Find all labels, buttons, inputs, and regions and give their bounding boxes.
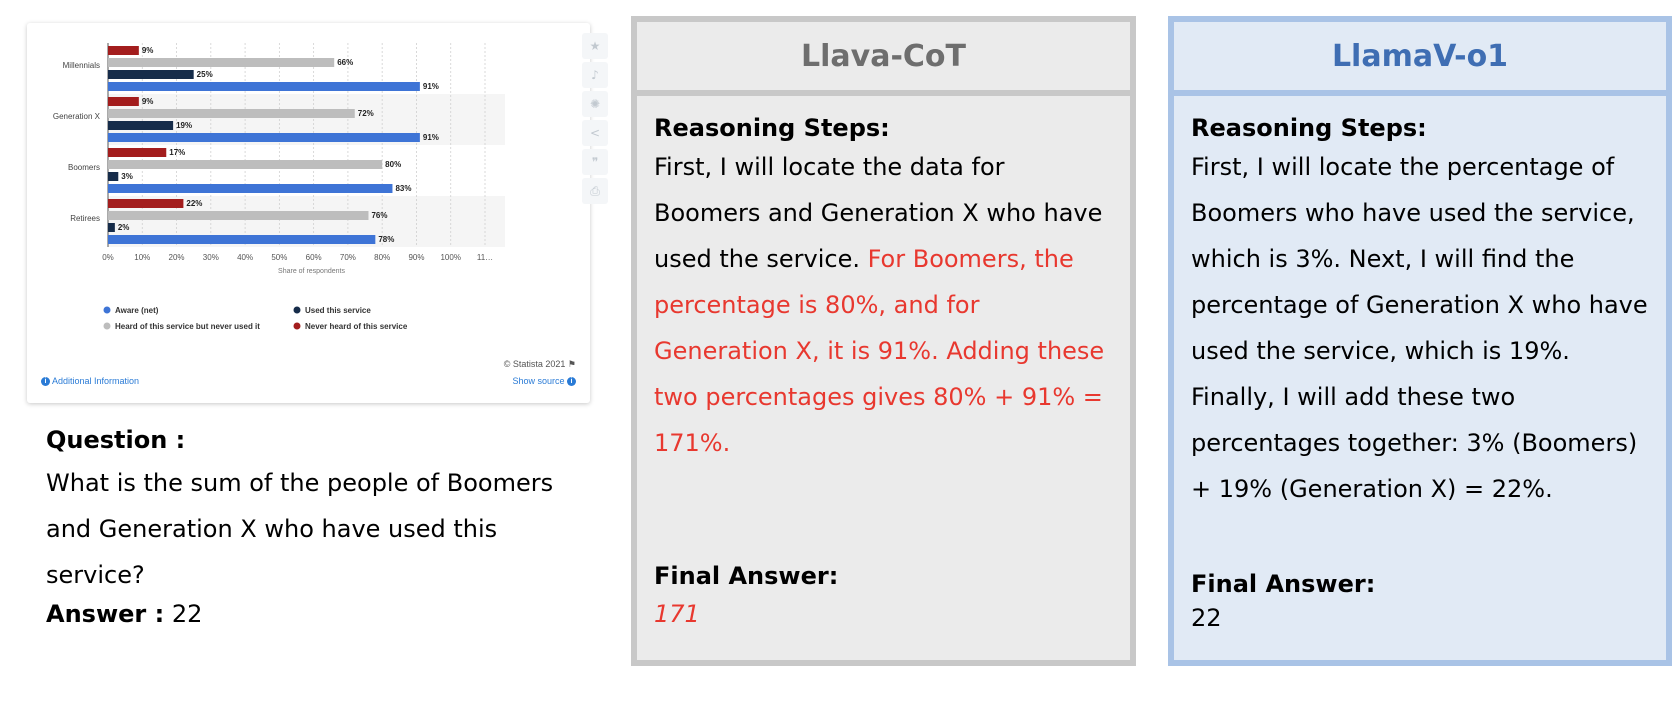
reasoning-steps-title: Reasoning Steps: bbox=[1191, 114, 1427, 142]
data-label: 3% bbox=[121, 172, 133, 181]
data-label: 25% bbox=[196, 70, 213, 79]
bar bbox=[108, 46, 139, 55]
legend-label: Aware (net) bbox=[115, 306, 159, 315]
bell-icon[interactable]: ♪ bbox=[582, 62, 608, 88]
share-icon[interactable]: < bbox=[582, 120, 608, 146]
show-source-link[interactable]: Show source i bbox=[512, 376, 576, 386]
reasoning-steps-text: First, I will locate the percentage of Boomers who have used the service, which is 3%. Next, I will find the percentage of Generation X who have used the service, which is 19%. Finally, I will add these two percentages together: 3% (Boomers) + 19% (Generation X) = 22%. bbox=[1191, 153, 1648, 503]
legend-marker bbox=[294, 323, 301, 330]
data-label: 66% bbox=[337, 58, 354, 67]
x-tick-label: 60% bbox=[305, 253, 322, 262]
x-tick-label: 20% bbox=[168, 253, 185, 262]
x-tick-label: 10% bbox=[134, 253, 151, 262]
chart-card bbox=[27, 23, 601, 403]
question-text: What is the sum of the people of Boomers and Generation X who have used this service? bbox=[46, 469, 554, 589]
data-label: 9% bbox=[141, 46, 154, 55]
data-label: 22% bbox=[186, 199, 203, 208]
x-tick-label: 50% bbox=[271, 253, 288, 262]
additional-info-link[interactable]: i Additional Information bbox=[41, 376, 139, 386]
bar bbox=[108, 160, 382, 169]
final-answer-title: Final Answer: bbox=[1191, 570, 1376, 598]
bar bbox=[108, 184, 392, 193]
category-label: Boomers bbox=[67, 163, 100, 172]
category-label: Millennials bbox=[62, 61, 100, 70]
data-label: 91% bbox=[422, 82, 439, 91]
x-tick-label: 90% bbox=[408, 253, 425, 262]
chart-toolbar bbox=[582, 33, 612, 207]
copyright-text: © Statista 2021 ⚑ bbox=[503, 359, 576, 369]
bar bbox=[108, 199, 183, 208]
panel-body bbox=[637, 96, 1130, 660]
answer-value: 22 bbox=[171, 600, 203, 628]
legend-label: Heard of this service but never used it bbox=[115, 322, 260, 331]
bar bbox=[108, 82, 420, 91]
data-label: 91% bbox=[422, 133, 439, 142]
steps-correct-part: First, I will locate the data for Boomers and Generation X who have used the service. bbox=[654, 153, 1103, 273]
x-tick-label: 11… bbox=[476, 253, 494, 262]
bar bbox=[108, 223, 115, 232]
bar bbox=[108, 133, 420, 142]
star-icon[interactable]: ★ bbox=[582, 33, 608, 59]
steps-wrong-part: For Boomers, the percentage is 80%, and for Generation X, it is 91%. Adding these two percentages gives 80% + 91% = 171%. bbox=[654, 245, 1105, 457]
final-answer-value: 171 bbox=[654, 600, 700, 628]
panel-title: Llava-CoT bbox=[637, 22, 1130, 90]
info-icon: i bbox=[567, 377, 576, 386]
bar bbox=[108, 172, 118, 181]
final-answer-value: 22 bbox=[1191, 604, 1222, 632]
x-tick-label: 40% bbox=[237, 253, 254, 262]
gear-icon[interactable]: ✺ bbox=[582, 91, 608, 117]
data-label: 72% bbox=[357, 109, 374, 118]
llava-cot-panel bbox=[631, 16, 1136, 666]
data-label: 17% bbox=[169, 148, 186, 157]
legend-label: Never heard of this service bbox=[305, 322, 408, 331]
bar bbox=[108, 58, 334, 67]
category-label: Generation X bbox=[52, 112, 100, 121]
x-axis-label: Share of respondents bbox=[278, 268, 345, 275]
bar-chart bbox=[27, 23, 590, 403]
legend-label: Used this service bbox=[305, 306, 371, 315]
data-label: 80% bbox=[385, 160, 402, 169]
question-title: Question : bbox=[46, 426, 186, 454]
bar bbox=[108, 97, 139, 106]
data-label: 78% bbox=[378, 235, 395, 244]
question-answer bbox=[46, 600, 586, 628]
reasoning-steps-title: Reasoning Steps: bbox=[654, 114, 890, 142]
x-tick-label: 30% bbox=[202, 253, 219, 262]
x-tick-label: 0% bbox=[102, 253, 114, 262]
legend-marker bbox=[104, 307, 111, 314]
quote-icon[interactable]: ❞ bbox=[582, 149, 608, 175]
final-answer-title: Final Answer: bbox=[654, 562, 839, 590]
bar bbox=[108, 109, 355, 118]
x-tick-label: 70% bbox=[339, 253, 356, 262]
legend-marker bbox=[294, 307, 301, 314]
x-tick-label: 100% bbox=[440, 253, 461, 262]
llamav-o1-panel bbox=[1168, 16, 1672, 666]
legend-marker bbox=[104, 323, 111, 330]
bar bbox=[108, 70, 194, 79]
answer-label: Answer : bbox=[46, 600, 165, 628]
reasoning-steps-text bbox=[654, 144, 1113, 466]
flag-icon: ⚑ bbox=[567, 359, 576, 369]
data-label: 2% bbox=[117, 223, 130, 232]
bar bbox=[108, 235, 375, 244]
data-label: 76% bbox=[371, 211, 388, 220]
bar bbox=[108, 121, 173, 130]
x-tick-label: 80% bbox=[374, 253, 391, 262]
panel-body bbox=[1174, 96, 1666, 660]
bar bbox=[108, 211, 368, 220]
question-block bbox=[46, 426, 586, 628]
print-icon[interactable]: ⎙ bbox=[582, 178, 608, 204]
panel-title: LlamaV-o1 bbox=[1174, 22, 1666, 90]
data-label: 83% bbox=[395, 184, 412, 193]
category-label: Retirees bbox=[70, 214, 100, 223]
data-label: 9% bbox=[141, 97, 154, 106]
bar bbox=[108, 148, 166, 157]
data-label: 19% bbox=[176, 121, 193, 130]
info-icon: i bbox=[41, 377, 50, 386]
